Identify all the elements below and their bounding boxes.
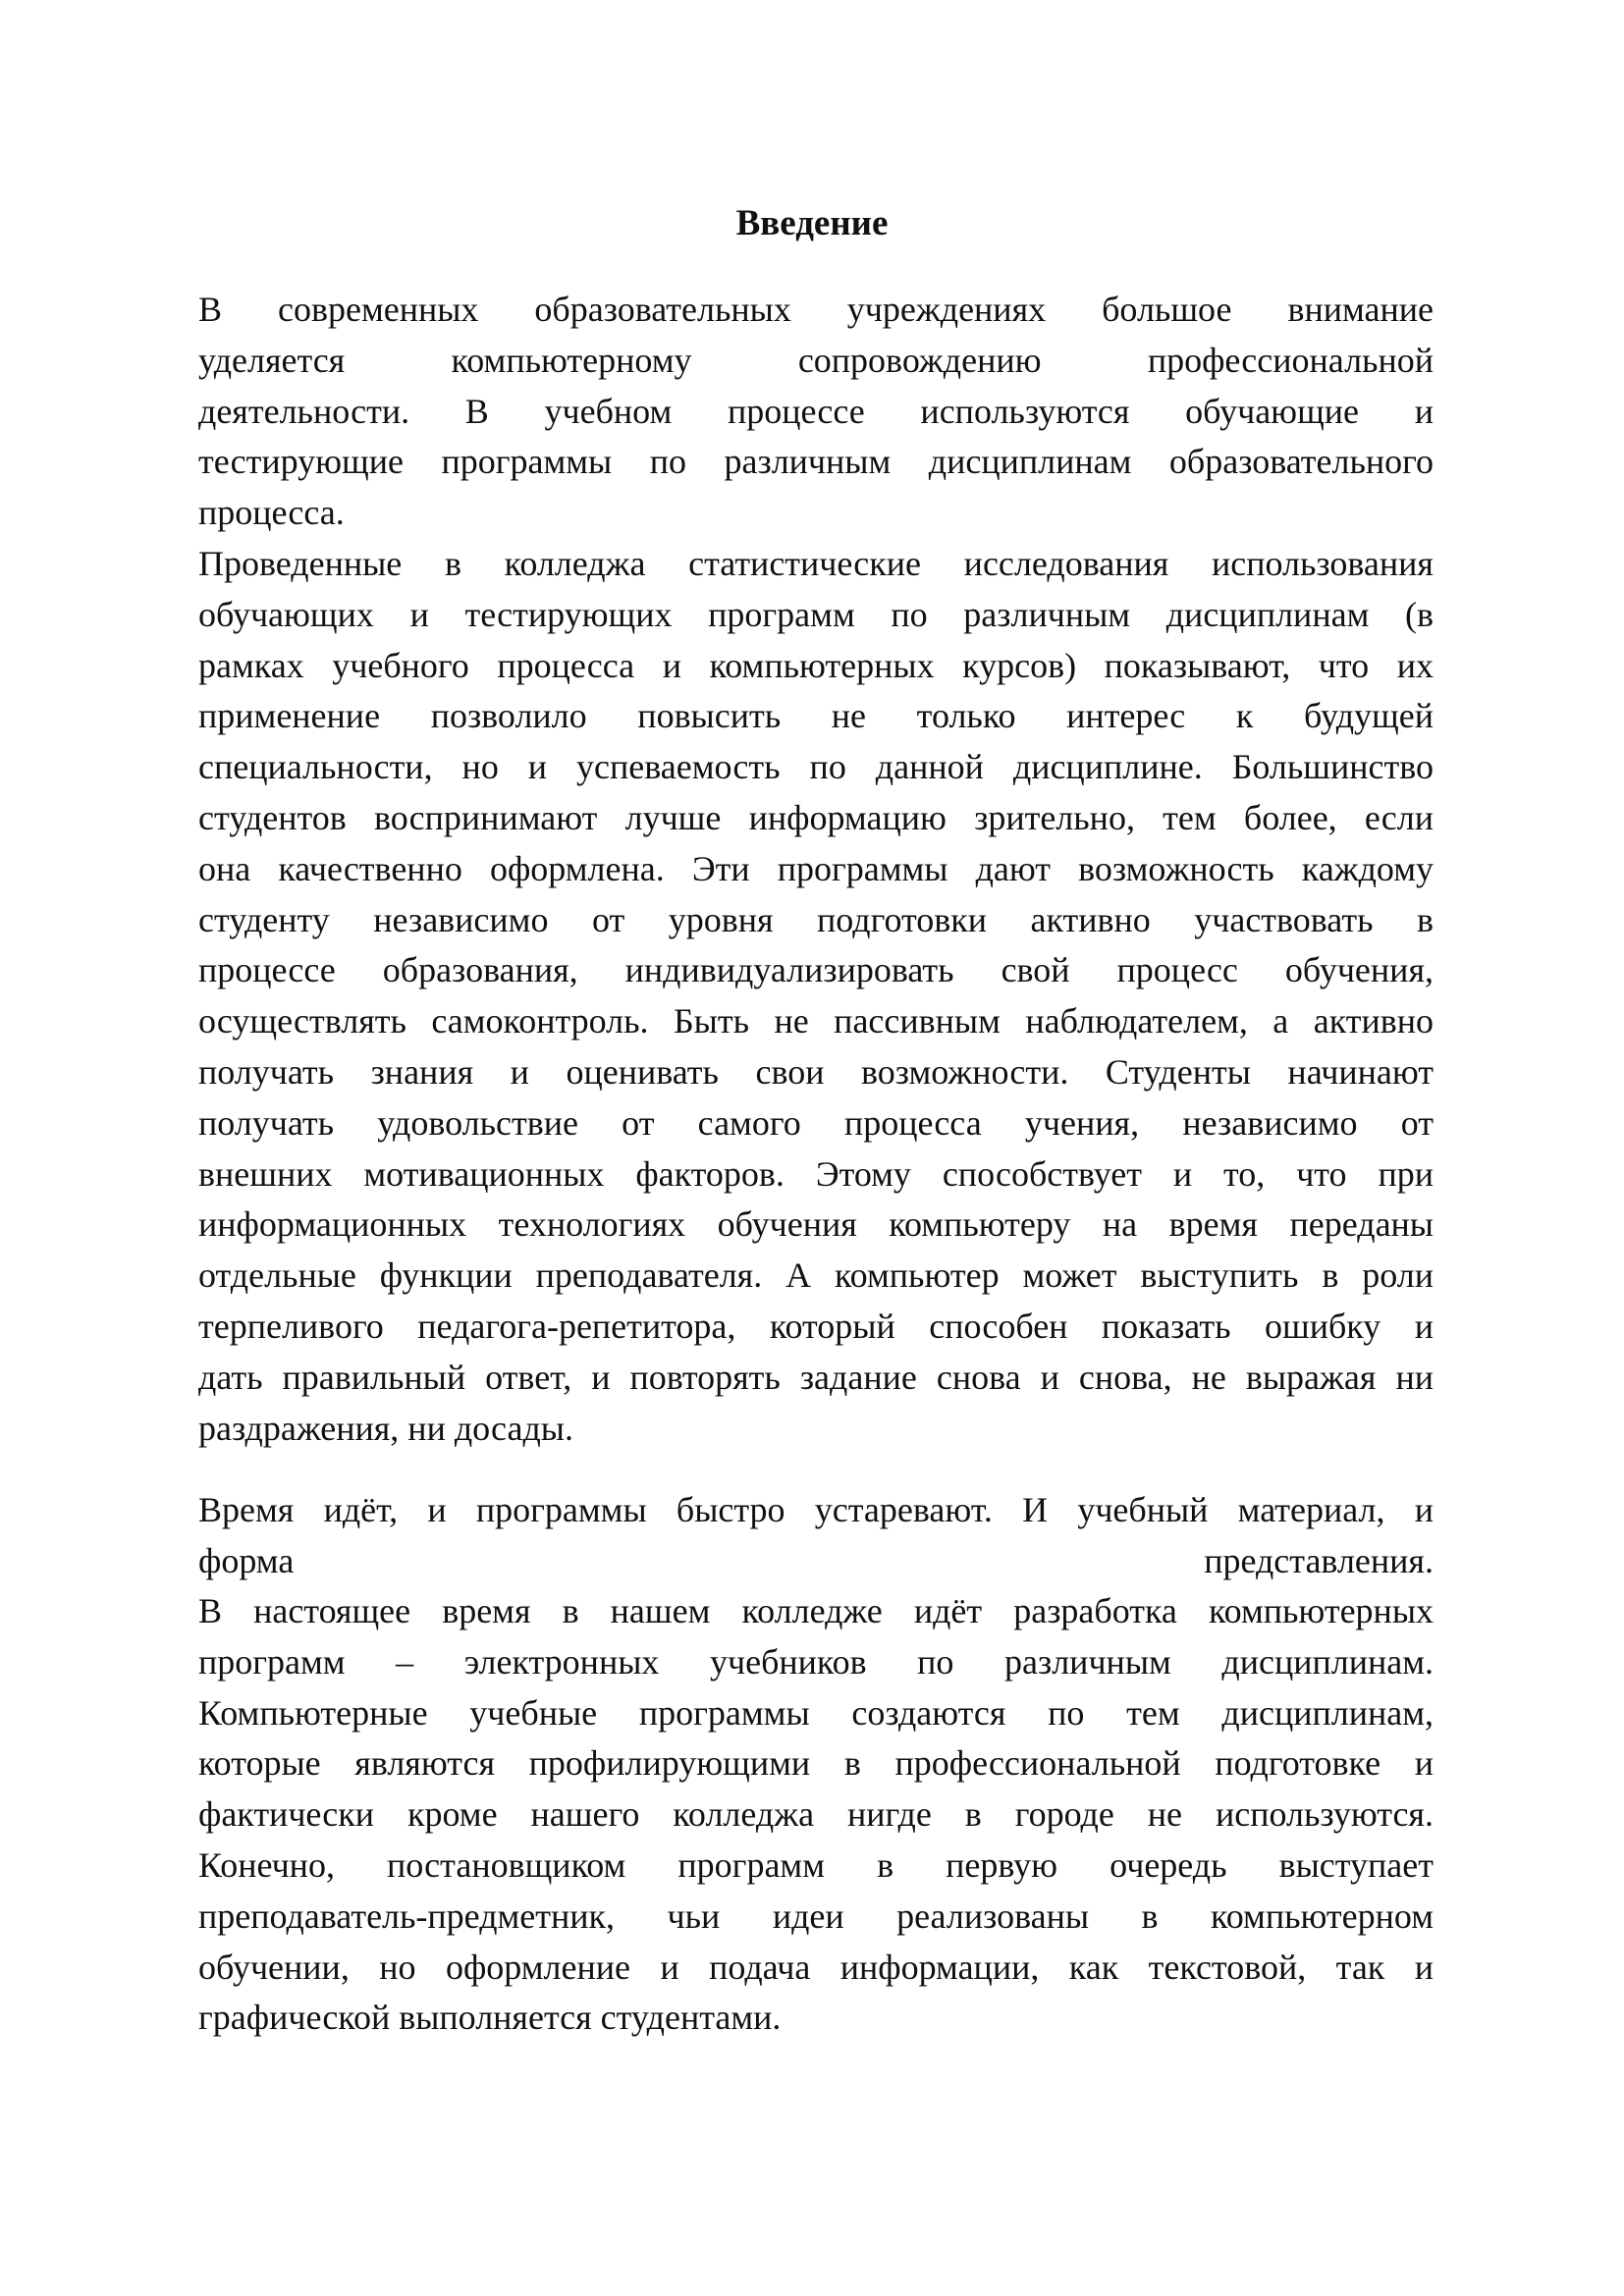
text-line: деятельности. В учебном процессе используются обучающие и: [198, 391, 1434, 431]
text-line: фактически кроме нашего колледжа нигде в городе не используются.: [198, 1794, 1434, 1835]
text-line: отдельные функции преподавателя. А компьютер может выступить в роли: [198, 1255, 1434, 1296]
text-line: раздражения, ни досады.: [198, 1408, 573, 1448]
text-line: Проведенные в колледжа статистические исследования использования: [198, 544, 1434, 583]
paragraph-intro: [198, 285, 1434, 539]
text-line: которые являются профилирующими в профессиональной подготовке и: [198, 1743, 1434, 1784]
text-line: В настоящее время в нашем колледже идёт разработка компьютерных: [198, 1591, 1434, 1630]
text-line: процесса.: [198, 493, 345, 533]
text-line: дать правильный ответ, и повторять задание снова и снова, не выражая ни: [198, 1357, 1434, 1397]
text-line: рамках учебного процесса и компьютерных курсов) показывают, что их: [198, 645, 1434, 685]
paragraph-time: [198, 1485, 1434, 1587]
text-line: форма представления.: [198, 1540, 1434, 1580]
text-line: Время идёт, и программы быстро устаревают. И учебный материал, и: [198, 1490, 1434, 1529]
text-line: преподаватель-предметник, чьи идеи реализованы в компьютерном: [198, 1896, 1434, 1936]
text-line: студентов воспринимают лучше информацию зрительно, тем более, если: [198, 797, 1434, 837]
paragraph-development: [198, 1586, 1434, 2044]
text-line: В современных образовательных учреждениях большое внимание: [198, 290, 1434, 329]
text-line: информационных технологиях обучения компьютеру на время переданы: [198, 1204, 1434, 1245]
text-line: осуществлять самоконтроль. Быть не пассивным наблюдателем, а активно: [198, 1001, 1434, 1041]
text-line: обучении, но оформление и подача информации, как текстовой, так и: [198, 1947, 1434, 1987]
paragraph-research: [198, 539, 1434, 1454]
text-line: тестирующие программы по различным дисциплинам образовательного: [198, 442, 1434, 482]
text-line: обучающих и тестирующих программ по различным дисциплинам (в: [198, 594, 1434, 634]
text-line: получать знания и оценивать свои возможности. Студенты начинают: [198, 1051, 1434, 1092]
text-line: уделяется компьютерному сопровождению профессиональной: [198, 340, 1434, 380]
text-line: Компьютерные учебные программы создаются по тем дисциплинам,: [198, 1692, 1434, 1733]
text-line: специальности, но и успеваемость по данной дисциплине. Большинство: [198, 747, 1434, 787]
text-line: получать удовольствие от самого процесса учения, независимо от: [198, 1102, 1434, 1143]
text-line: применение позволило повысить не только интерес к будущей: [198, 696, 1434, 736]
text-line: графической выполняется студентами.: [198, 1998, 782, 2038]
text-line: студенту независимо от уровня подготовки активно участвовать в: [198, 899, 1434, 939]
page-title: Введение: [735, 203, 889, 243]
text-line: внешних мотивационных факторов. Этому способствует и то, что при: [198, 1153, 1434, 1194]
text-line: программ – электронных учебников по различным дисциплинам.: [198, 1641, 1434, 1682]
text-line: она качественно оформлена. Эти программы дают возможность каждому: [198, 848, 1434, 888]
text-line: Конечно, постановщиком программ в первую очередь выступает: [198, 1844, 1434, 1885]
text-line: процессе образования, индивидуализировать свой процесс обучения,: [198, 950, 1434, 990]
text-line: терпеливого педагога-репетитора, который способен показать ошибку и: [198, 1306, 1434, 1346]
